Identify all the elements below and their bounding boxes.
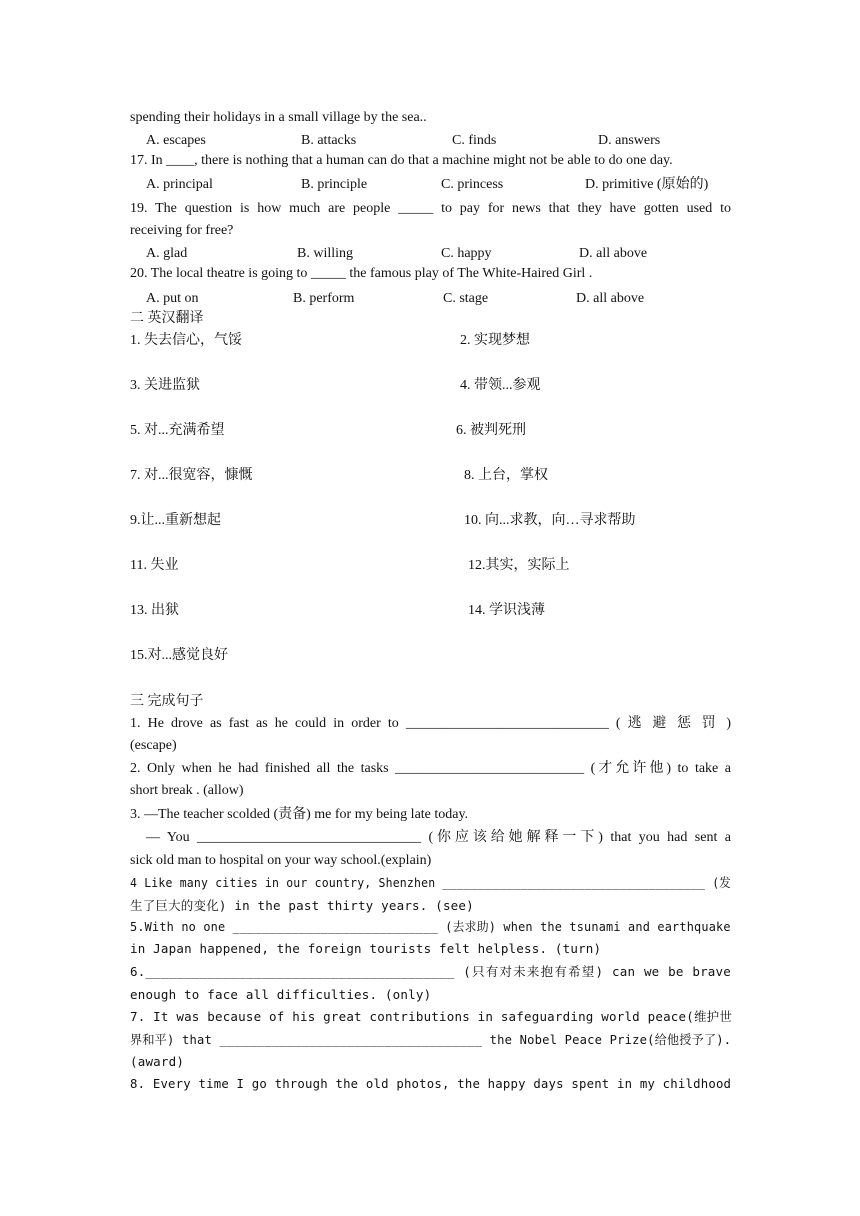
sentence-line: 6.________________________________________ (只有对未来抱有希望) can we be brave bbox=[130, 964, 731, 979]
option-a: A. escapes bbox=[146, 133, 206, 148]
translation-item: 8. 上台，掌权 bbox=[464, 468, 548, 483]
sentence-line: 8. Every time I go through the old photos, the happy days spent in my childhood bbox=[130, 1076, 732, 1091]
section-3-title: 三 完成句子 bbox=[130, 694, 204, 709]
sentence-line: 界和平) that ___________________________________ the Nobel Peace Prize(给他授予了). bbox=[130, 1032, 732, 1047]
translation-item: 1. 失去信心，气馁 bbox=[130, 333, 242, 348]
option-b: B. willing bbox=[297, 246, 354, 261]
option-c: C. finds bbox=[452, 133, 497, 148]
translation-item: 9.让...重新想起 bbox=[130, 513, 221, 528]
sentence-line: enough to face all difficulties. (only) bbox=[130, 987, 432, 1002]
sentence-line: — You ________________________________ (你应该给她解释一下) that you had sent a bbox=[146, 830, 731, 845]
sentence-line: 3. —The teacher scolded (责备) me for my being late today. bbox=[130, 807, 469, 822]
option-c: C. happy bbox=[441, 246, 492, 261]
option-a: A. glad bbox=[146, 246, 188, 261]
question-text: spending their holidays in a small village by the sea.. bbox=[130, 110, 427, 125]
translation-item: 3. 关进监狱 bbox=[130, 378, 200, 393]
translation-item: 7. 对...很宽容，慷慨 bbox=[130, 468, 253, 483]
option-b: B. perform bbox=[293, 291, 355, 306]
translation-item: 10. 向...求教，向…寻求帮助 bbox=[464, 513, 636, 528]
sentence-line: 4 Like many cities in our country, Shenzhen _____________________________________ (发 bbox=[130, 875, 731, 890]
question-17: 17. In ____, there is nothing that a human can do that a machine might not be able to do one day. bbox=[130, 153, 673, 168]
option-c: C. princess bbox=[441, 177, 504, 192]
question-20: 20. The local theatre is going to _____ the famous play of The White-Haired Girl . bbox=[130, 266, 593, 281]
translation-item: 11. 失业 bbox=[130, 558, 179, 573]
translation-item: 4. 带领...参观 bbox=[460, 378, 541, 393]
sentence-line: 2. Only when he had finished all the tasks ___________________________ (才允许他) to take a bbox=[130, 761, 731, 776]
option-d: D. all above bbox=[576, 291, 645, 306]
translation-item: 6. 被判死刑 bbox=[456, 423, 526, 438]
question-19: 19. The question is how much are people _____ to pay for news that they have gotten used to bbox=[130, 201, 731, 216]
sentence-line: 5.With no one ____________________________ (去求助) when the tsunami and earthquake bbox=[130, 919, 731, 934]
translation-item: 5. 对...充满希望 bbox=[130, 423, 225, 438]
option-c: C. stage bbox=[443, 291, 489, 306]
translation-item: 12.其实，实际上 bbox=[468, 558, 570, 573]
section-2-title: 二 英汉翻译 bbox=[130, 311, 204, 326]
option-d: D. all above bbox=[579, 246, 648, 261]
option-b: B. principle bbox=[301, 177, 368, 192]
option-d: D. primitive (原始的) bbox=[585, 177, 709, 192]
sentence-line: in Japan happened, the foreign tourists felt helpless. (turn) bbox=[130, 941, 602, 956]
translation-item: 14. 学识浅薄 bbox=[468, 603, 545, 618]
question-19-cont: receiving for free? bbox=[130, 223, 234, 238]
option-a: A. put on bbox=[146, 291, 199, 306]
translation-item: 2. 实现梦想 bbox=[460, 333, 530, 348]
sentence-line: 1. He drove as fast as he could in order to _____________________________ ( 逃 避 惩 罚 ) bbox=[130, 716, 731, 731]
translation-item: 15.对...感觉良好 bbox=[130, 648, 228, 663]
translation-item: 13. 出狱 bbox=[130, 603, 179, 618]
option-d: D. answers bbox=[598, 133, 661, 148]
sentence-line: (award) bbox=[130, 1054, 185, 1069]
option-a: A. principal bbox=[146, 177, 213, 192]
sentence-line: short break . (allow) bbox=[130, 783, 244, 798]
sentence-line: (escape) bbox=[130, 738, 177, 753]
sentence-line: 生了巨大的变化) in the past thirty years. (see) bbox=[130, 898, 474, 913]
option-b: B. attacks bbox=[301, 133, 357, 148]
sentence-line: 7. It was because of his great contributions in safeguarding world peace(维护世 bbox=[130, 1009, 733, 1024]
sentence-line: sick old man to hospital on your way school.(explain) bbox=[130, 853, 432, 868]
